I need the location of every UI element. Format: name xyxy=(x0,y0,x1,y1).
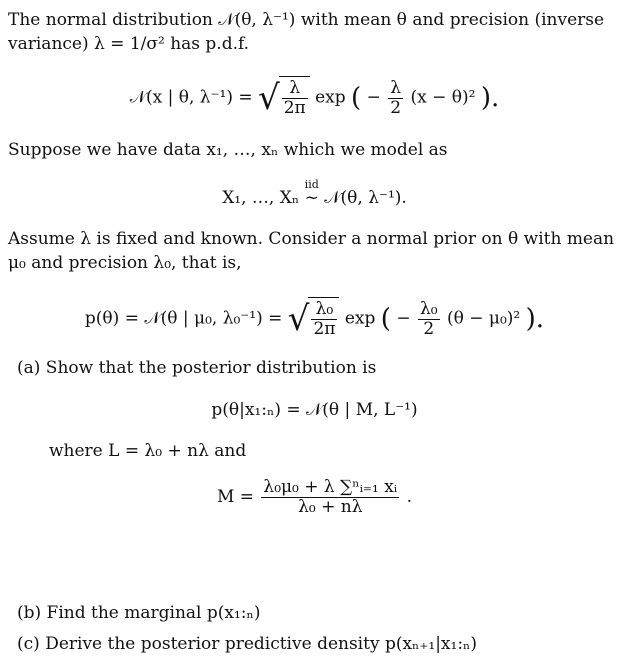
prior-text-line-1: Assume λ is fixed and known. Consider a normal prior on θ with mean xyxy=(8,229,615,249)
prior-inner-num: λ₀ xyxy=(420,298,438,319)
prior-inner-rest: (θ − μ₀)² xyxy=(447,308,521,329)
prior-frac-den: 2π xyxy=(313,319,336,339)
posterior-equation: p(θ|x₁:ₙ) = 𝒩(θ | M, L⁻¹) xyxy=(211,400,418,420)
pdf-fraction xyxy=(282,79,308,118)
prior-open-paren: ( xyxy=(380,304,391,334)
m-period: . xyxy=(406,487,413,507)
pdf-frac-num: λ xyxy=(282,79,308,99)
prior-equation xyxy=(0,297,629,341)
model-equation xyxy=(0,178,629,210)
sqrt-symbol: √ $\frac{\lambda}{2\pi}$ xyxy=(258,76,310,120)
pdf-inner-num: λ xyxy=(388,79,403,99)
pdf-exp: exp xyxy=(315,87,346,108)
prior-fraction xyxy=(311,300,337,339)
pdf-inner-fraction xyxy=(388,79,403,118)
m-equation xyxy=(0,478,629,517)
data-line: Suppose we have data x₁, …, xₙ which we model as xyxy=(8,140,448,160)
model-lhs: X₁, …, Xₙ xyxy=(222,188,300,208)
prior-inner-den: 2 xyxy=(423,318,435,339)
m-lhs: M = xyxy=(216,487,255,507)
part-b-label: (b) Find the marginal p(x₁:ₙ) xyxy=(17,603,261,623)
m-fraction xyxy=(261,478,399,517)
pdf-frac-den: 2π xyxy=(283,98,306,118)
intro-line-1: The normal distribution 𝒩(θ, λ⁻¹) with mean θ and precision (inverse xyxy=(8,10,605,30)
prior-text-line-2: μ₀ and precision λ₀, that is, xyxy=(8,253,242,273)
prior-exp: exp xyxy=(344,308,376,329)
iid-label: iid xyxy=(304,178,319,191)
iid-operator xyxy=(304,178,319,210)
pdf-close-paren: ). xyxy=(480,83,500,113)
model-rhs: 𝒩(θ, λ⁻¹). xyxy=(324,188,407,208)
prior-inner-fraction xyxy=(418,300,440,339)
part-c-label: (c) Derive the posterior predictive density p(xₙ₊₁|x₁:ₙ) xyxy=(17,634,478,654)
pdf-lhs: 𝒩(x | θ, λ⁻¹) = xyxy=(129,87,253,108)
m-numerator: λ₀μ₀ + λ ∑ⁿᵢ₌₁ xᵢ xyxy=(263,477,398,497)
prior-close-paren: ). xyxy=(525,304,545,334)
prior-minus: − xyxy=(396,308,411,329)
sqrt-symbol: √ $\frac{\text{λ₀}}{2\pi}$ xyxy=(288,297,340,341)
intro-line-2: variance) λ = 1/σ² has p.d.f. xyxy=(8,34,250,54)
pdf-open-paren: ( xyxy=(351,83,362,113)
tilde-symbol: ~ xyxy=(304,188,319,208)
pdf-inner-den: 2 xyxy=(390,97,402,118)
pdf-equation xyxy=(0,76,629,120)
where-line: where L = λ₀ + nλ and xyxy=(49,441,247,461)
pdf-inner-rest: (x − θ)² xyxy=(410,87,476,108)
prior-lhs: p(θ) = 𝒩(θ | μ₀, λ₀⁻¹) = xyxy=(84,308,283,329)
m-denominator: λ₀ + nλ xyxy=(298,497,363,517)
part-a-label: (a) Show that the posterior distribution is xyxy=(17,358,377,378)
prior-frac-num: λ₀ xyxy=(311,300,337,320)
pdf-minus: − xyxy=(366,87,381,108)
